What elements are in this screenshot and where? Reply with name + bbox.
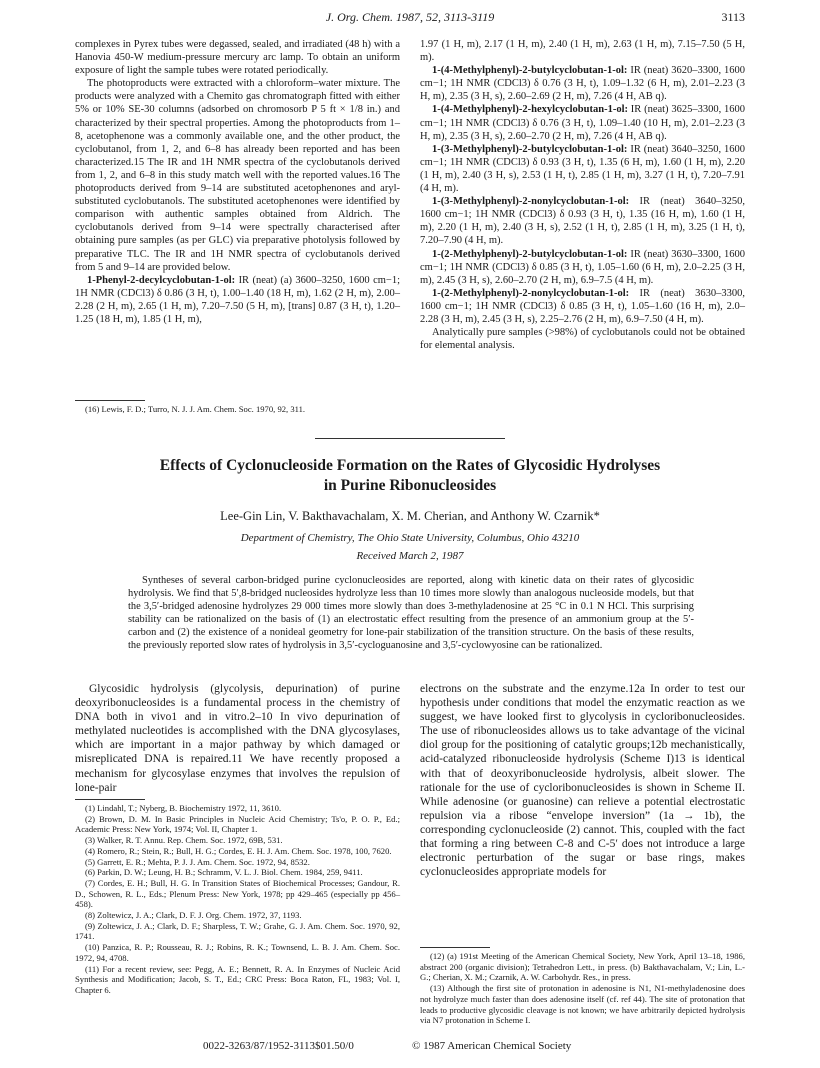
compound-data: IR (neat) 3630–3300, 1600 cm−1; 1H NMR (CDCl3) δ 0.85 (3 H, t), 1.05–1.60 (16 H, m), 2.0–2.28 (3 H, m), 2.45 (3 H, s), 2.25–2.76 (2 H, m), 6.9–7.50 (4 H, m). [420, 287, 746, 325]
footnote-rule [420, 947, 490, 948]
copyright: © 1987 American Chemical Society [412, 1040, 572, 1052]
article-code: 0022-3263/87/1952-3113$01.50/0 [203, 1040, 354, 1052]
experimental-paragraph: The photoproducts were extracted with a chloroform–water mixture. The products were analyzed with a Chemito gas chromatograph fitted with either 5% or 10% SE-30 columns (adsorbed on chromosorb P 5 ft × 1/8 in.) and characterized by their spectral properties. Among the photoproducts from 1–8, acetophenone was a commonly available one, and the other product, the cyclobutanol, from 1, 2, and 6–8 has already been reported and has been characterized.15 The IR and 1H NMR spectra of the cyclobutanols derived from 1, 2, and 6–8 in this study match well with the reported values.16 The photoproducts derived from 9–14 are substituted acetophenones and aryl-substituted cyclobutanols. The substituted acetophenones were identified by comparison with authentic samples obtained from Aldrich. The cyclobutanols derived from 9–14 were spectrally characterised after obtaining pure samples (as per GLC) via preparative photolysis followed by preparative TLC. The IR and 1H NMR spectra of cyclobutanols derived from 5 and 9–14 are provided below. [75, 78, 400, 273]
body-paragraph: Glycosidic hydrolysis (glycolysis, depurination) of purine deoxyribonucleosides is a fundamental process in the chemistry of DNA both in vivo1 and in vitro.2–10 In vivo depurination of methylated nucleotides is accomplished with the DNA glycosylases, which are important in a major pathway by which damaged or misreplicated DNA is repaired.11 We have recently proposed a mechanism for glycosylase enzymes that involves the repulsion of lone-pair [75, 683, 400, 794]
footnote: (10) Panzica, R. P.; Rousseau, R. J.; Robins, R. K.; Townsend, L. B. J. Am. Chem. Soc. 1972, 94, 4708. [75, 942, 400, 963]
article-title-line: in Purine Ribonucleosides [323, 477, 497, 494]
footnote: (3) Walker, R. T. Annu. Rep. Chem. Soc. 1972, 69B, 531. [85, 835, 283, 846]
top-left-column [75, 38, 400, 326]
article-authors: Lee-Gin Lin, V. Bakthavachalam, X. M. Cherian, and Anthony W. Czarnik* [220, 509, 600, 523]
compound-data: IR (neat) (a) 3600–3250, 1600 cm−1; 1H NMR (CDCl3) δ 0.86 (3 H, t), 1.00–1.40 (18 H, m), 1.62 (2 H, m), 2.00–2.28 (2 H, m), 2.65 (1 H, m), 7.20–7.50 (5 H, m), [trans] 0.87 (3 H, t), 1.20–1.25 (18 H, m), 1.85 (1 H, m), [75, 274, 400, 325]
body-right-footnotes [420, 951, 745, 1026]
compound-name: 1-Phenyl-2-decylcyclobutan-1-ol: [87, 274, 236, 286]
compound-entry [420, 287, 745, 326]
footnote-rule [75, 400, 145, 401]
footnote: (2) Brown, D. M. In Basic Principles in Nucleic Acid Chemistry; Ts'o, P. O. P., Ed.; Academic Press: New York, 1974; Vol. II, Chapter 1. [75, 813, 400, 835]
compound-entry [420, 248, 745, 287]
article-title [80, 456, 740, 496]
top-left-footnotes [75, 404, 400, 415]
compound-name: 1-(3-Methylphenyl)-2-nonylcyclobutan-1-ol: [432, 196, 630, 208]
article-abstract: Syntheses of several carbon-bridged purine cyclonucleosides are reported, along with kinetic data on their rates of glycosidic hydrolysis. We find that 5′,8-bridged nucleosides hydrolyze less than 10 times more slowly than analogous nucleoside models, but that the 3,5′-bridged adenosine hydrolyzes 29 000 times more slowly than does 3-methyladenosine at 25 °C in 0.1 N HCl. This surprising stability can be rationalized on the basis of (1) an electrostatic effect resulting from the presence of an ammonium group at the 5′-carbon and (2) the existence of a nonideal geometry for lone-pair stabilization of the transition structure. On the basis of these results, the previously reported slow rates of hydrolysis in 3,5′-cycloguanosine and 3,5′-cyclowyosine can be rationalized. [128, 575, 694, 652]
article-separator [315, 438, 505, 439]
footnote: (4) Romero, R.; Stein, R.; Bull, H. G.; Cordes, E. H. J. Am. Chem. Soc. 1978, 100, 7620. [85, 845, 392, 856]
body-left-column [75, 682, 400, 795]
footnote: (6) Parkin, D. W.; Leung, H. B.; Schramm, V. L. J. Biol. Chem. 1984, 259, 9411. [85, 867, 363, 878]
footnote: (8) Zoltewicz, J. A.; Clark, D. F. J. Org. Chem. 1972, 37, 1193. [85, 910, 302, 921]
compound-data: IR (neat) 3630–3300, 1600 cm−1; 1H NMR (CDCl3) δ 0.85 (3 H, t), 1.05–1.60 (6 H, m), 2.0–2.25 (3 H, m), 2.45 (3 H, s), 2.60–2.70 (2 H, m), 6.9–7.5 (4 H, m). [420, 248, 746, 286]
body-right-column [420, 682, 745, 879]
footnote: (16) Lewis, F. D.; Turro, N. J. J. Am. Chem. Soc. 1970, 92, 311. [85, 404, 306, 414]
journal-citation: J. Org. Chem. 1987, 52, 3113-3119 [325, 10, 495, 24]
compound-name: 1-(3-Methylphenyl)-2-butylcyclobutan-1-ol: [432, 143, 628, 155]
compound-data: IR (neat) 3640–3250, 1600 cm−1; 1H NMR (CDCl3) δ 0.93 (3 H, t), 1.35 (6 H, m), 1.60 (1 H, m), 2.20 (1 H, m), 2.40 (3 H, s), 2.53 (1 H, t), 2.85 (1 H, m), 3.27 (1 H, t), 7.20–7.91 (4 H, m). [420, 143, 746, 195]
footnote: (9) Zoltewicz, J. A.; Clark, D. F.; Sharpless, T. W.; Grahe, G. J. Am. Chem. Soc. 1970, 92, 1741. [75, 920, 400, 942]
page-number: 3113 [721, 10, 745, 24]
compound-entry [420, 195, 745, 247]
compound-data: 1.97 (1 H, m), 2.17 (1 H, m), 2.40 (1 H, m), 2.63 (1 H, m), 7.15–7.50 (5 H, m). [420, 39, 745, 64]
body-paragraph: electrons on the substrate and the enzyme.12a In order to test our hypothesis under conditions that model the enzymatic reaction as we suggest, we have looked first to glycolysis in cycloribonucleosides. The use of ribonucleosides allows us to take advantage of the vicinal diol group for the positioning of catalytic groups;12b mechanistically, acid-catalyzed ribonucleoside hydrolysis (Scheme I)13 is identical with that of deoxyribonucleoside hydrolysis, albeit slower. The rationale for the use of cycloribonucleosides is shown in Scheme II. While adenosine (or guanosine) can relieve a potential electrostatic repulsion via a ribose “envelope inversion” (1a → 1b), the corresponding cyclonucleoside (2) cannot. This, coupled with the fact that forming a ring between C-8 and C-5′ does not introduce a large electronic perturbation of the sugar or base rings, makes cyclonucleosides appropriate models for [420, 683, 745, 879]
compound-entry [420, 103, 745, 142]
top-right-column [420, 38, 745, 352]
running-header [75, 10, 745, 26]
experimental-paragraph: complexes in Pyrex tubes were degassed, sealed, and irradiated (48 h) with a Hanovia 450-W medium-pressure mercury arc lamp. To obtain an uniform exposure of light the sample tubes were rotated periodically. [75, 39, 400, 77]
compound-name: 1-(4-Methylphenyl)-2-butylcyclobutan-1-ol: [432, 65, 628, 77]
compound-entry [75, 274, 400, 326]
compound-data: IR (neat) 3640–3250, 1600 cm−1; 1H NMR (CDCl3) δ 0.93 (3 H, t), 1.35 (16 H, m), 1.60 (1 H, m), 2.20 (1 H, m), 2.40 (3 H, s), 2.52 (1 H, t), 2.85 (1 H, m), 3.25 (1 H, t), 7.20–7.90 (4 H, m). [420, 196, 746, 247]
footnote: (5) Garrett, E. R.; Mehta, P. J. J. Am. Chem. Soc. 1972, 94, 8532. [85, 856, 310, 867]
compound-name: 1-(2-Methylphenyl)-2-butylcyclobutan-1-ol: [432, 248, 628, 260]
article-received: Received March 2, 1987 [356, 550, 464, 562]
footnote: (11) For a recent review, see: Pegg, A. E.; Bennett, R. A. In Enzymes of Nucleic Acid Synthesis and Modification; Jacob, S. T., Ed.; CRC Press: Boca Raton, FL, 1983; Vol. I, Chapter 6. [75, 963, 400, 995]
closing-note: Analytically pure samples (>98%) of cyclobutanols could not be obtained for elemental analysis. [420, 327, 745, 352]
footnote-rule [75, 799, 145, 800]
compound-name: 1-(4-Methylphenyl)-2-hexylcyclobutan-1-ol: [432, 104, 628, 116]
body-left-footnotes [75, 803, 400, 996]
footnote: (7) Cordes, E. H.; Bull, H. G. In Transition States of Biochemical Processes; Gandour, R. D., Schowen, R. L., Eds.; Plenum Press: New York, 1978; pp 429–465 (especially pp 456–458). [75, 877, 400, 910]
footnote: (12) (a) 191st Meeting of the American Chemical Society, New York, April 13–18, 1986, abstract 200 (organic division); Tetrahedron Lett., in press. (b) Bakthavachalam, V.; Lin, L.-G.; Cherian, X. M.; Czarnik, A. W. Carbohydr. Res., in press. [420, 951, 745, 983]
footnote: (13) Although the first site of protonation in adenosine is N1, N1-methyladenosine does not hydrolyze much faster than does adenosine itself (cf. ref 44). The site of protonation that leads to productive glycosidic cleavage is not known; we have arbitrarily depicted hydrolysis via N7 protonation in Scheme I. [420, 983, 745, 1026]
article-title-line: Effects of Cyclonucleoside Formation on the Rates of Glycosidic Hydrolyses [159, 457, 661, 474]
compound-name: 1-(2-Methylphenyl)-2-nonylcyclobutan-1-ol: [432, 287, 630, 299]
compound-entry [420, 64, 745, 103]
compound-data: IR (neat) 3625–3300, 1600 cm−1; 1H NMR (CDCl3) δ 0.76 (3 H, t), 1.09–1.40 (10 H, m), 2.01–2.23 (3 H, m), 2.35 (3 H, s), 2.60–2.70 (2 H, m), 7.26 (4 H, AB q). [420, 104, 746, 142]
footnote: (1) Lindahl, T.; Nyberg, B. Biochemistry 1972, 11, 3610. [85, 803, 282, 813]
article-affiliation: Department of Chemistry, The Ohio State University, Columbus, Ohio 43210 [240, 532, 580, 544]
compound-entry [420, 143, 745, 195]
compound-data: IR (neat) 3620–3300, 1600 cm−1; 1H NMR (CDCl3) δ 0.76 (3 H, t), 1.09–1.32 (6 H, m), 2.01–2.23 (3 H, m), 2.35 (3 H, s), 2.60–2.69 (2 H, m), 7.26 (4 H, AB q). [420, 65, 746, 103]
